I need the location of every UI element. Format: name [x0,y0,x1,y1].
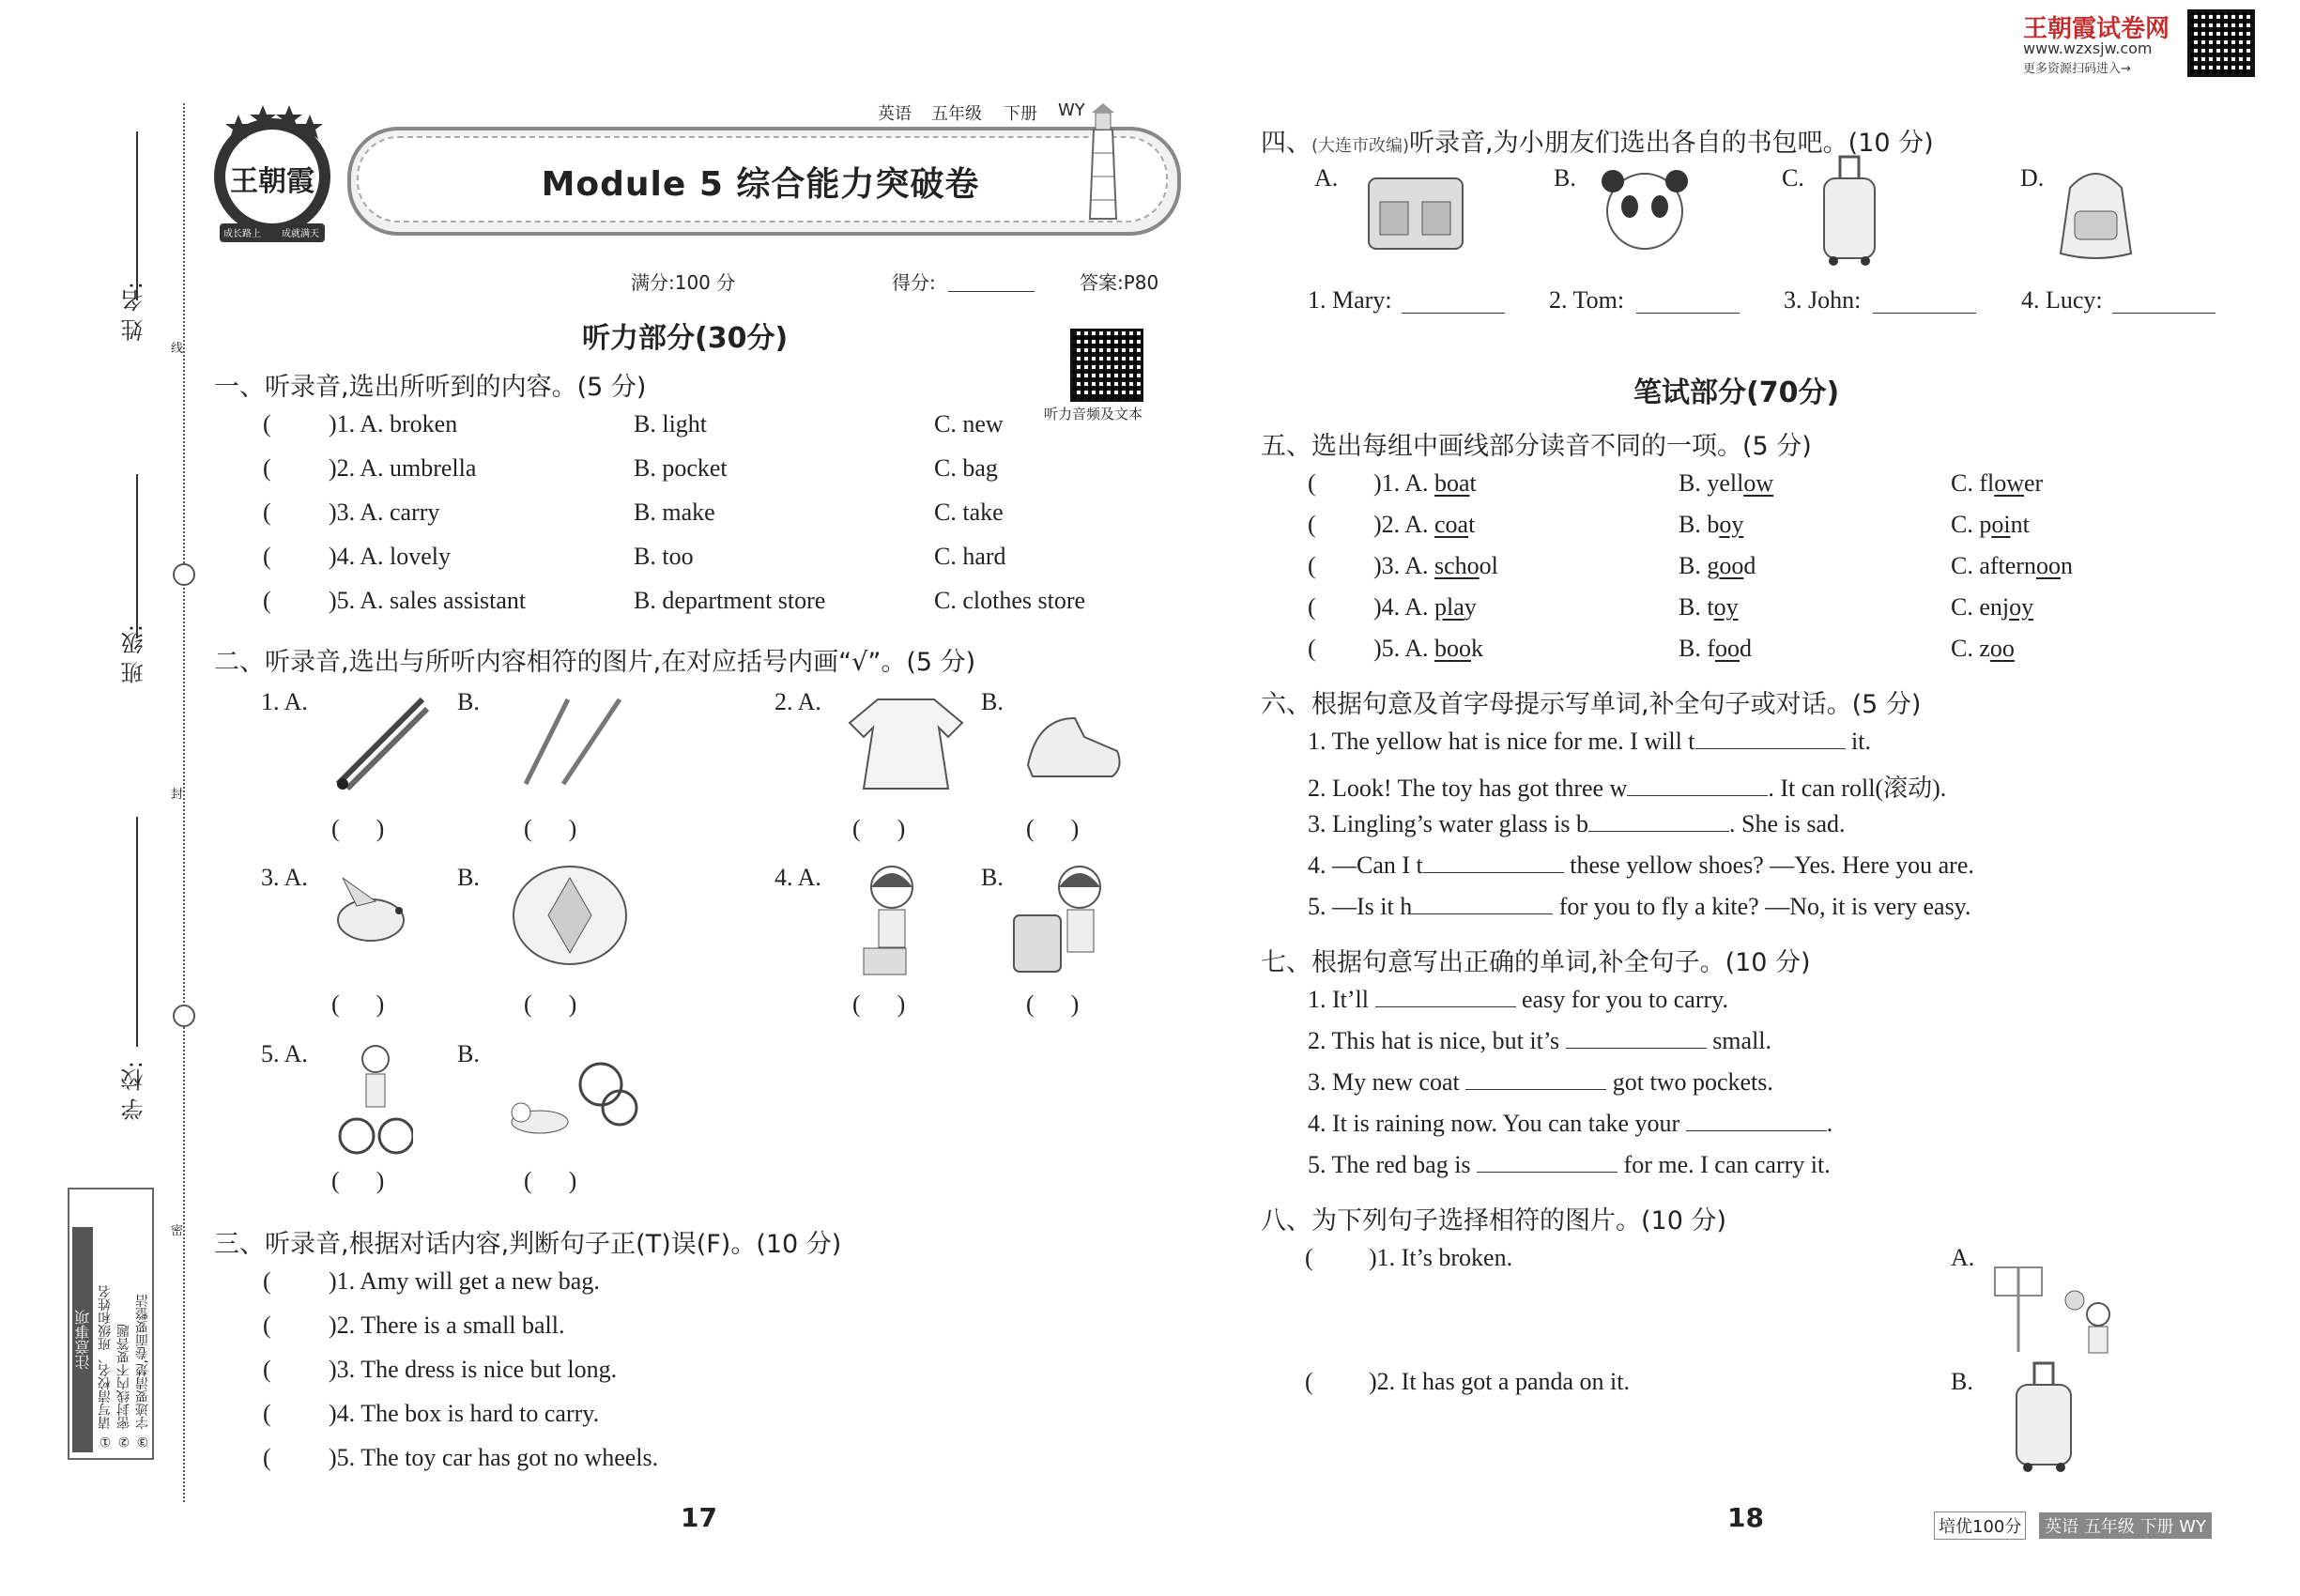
class-field[interactable] [136,474,138,638]
broken-pencils-picture [516,690,638,793]
answer-bracket[interactable]: ( ) [331,990,385,1018]
s4-answer-field[interactable] [1402,313,1505,314]
site-qr-code[interactable] [2187,9,2255,77]
list-item: ( )4. The box is hard to carry. [263,1400,600,1427]
s4-option: A. [1314,164,1339,192]
s4-title-rest: 听录音,为小朋友们选出各自的书包吧。(10 分) [1409,129,1934,158]
bird-picture [319,868,422,953]
audio-qr-code[interactable] [1070,329,1143,402]
brand-name: 王朝霞 [230,165,314,198]
backpack-picture-d [2051,160,2140,263]
term-tag: 下册 [1004,104,1037,124]
s4-name-lucy: 4. Lucy: [2021,286,2103,314]
fill-blank[interactable] [1566,1027,1707,1049]
fill-blank[interactable] [1477,1151,1618,1173]
brand-slogan-2: 成就满天 [282,229,319,239]
note-1: ① 请写清校名、班级和姓名 [98,1284,113,1449]
audio-qr-caption: 听力音频及文本 [1044,406,1143,422]
page-number-right: 18 [1727,1502,1764,1533]
list-item: ( )1. Amy will get a new bag. [263,1267,600,1295]
page-number-left: 17 [681,1502,717,1533]
s5-items [1308,469,2209,676]
answer-bracket[interactable]: ( ) [524,815,577,842]
note-3: ③ 字迹要清楚,卷面要整洁 [135,1294,150,1449]
list-item: 4. It is raining now. You can take your . [1308,1110,1833,1137]
full-score: 满分:100 分 [631,271,736,294]
list-item: ( )2. There is a small ball. [263,1312,565,1339]
kite-picture [507,859,634,976]
list-item: 2. This hat is nice, but it’s small. [1308,1027,1772,1054]
seal-mark-3: 密 [171,1220,183,1238]
s4-title: 四、 [1261,129,1311,158]
answer-bracket[interactable]: ( ) [331,815,385,842]
list-item: ( )2. A. umbrella B. pocket C. bag [263,454,998,482]
s2-label: 1. A. [261,688,308,715]
fill-blank[interactable] [1375,986,1516,1007]
class-label: 班 级: [121,624,147,684]
footer-info: 英语 五年级 下册 WY [2039,1512,2212,1539]
list-item: 5. The red bag is for me. I can carry it. [1308,1151,1831,1178]
site-note: 更多资源扫码进入→ [2023,62,2131,76]
s2-label: 3. A. [261,864,308,891]
girl-with-bag-picture [845,859,948,981]
s8-option-b: B. [1951,1368,1973,1395]
boy-basketball-picture [1990,1263,2122,1357]
seal-line [183,103,185,1502]
s6-items [1308,728,2246,934]
s2-label: 5. A. [261,1040,308,1067]
answer-ref: 答案:P80 [1080,271,1159,294]
list-item: 1. It’ll easy for you to carry. [1308,986,1728,1013]
shoe-picture [1019,699,1127,789]
s2-label: B. [457,864,480,891]
list-item: ( )3. A. carry B. make C. take [263,499,1004,526]
list-item: 3. Lingling’s water glass is b . She is sad. [1308,810,1846,837]
fill-blank[interactable] [1465,1068,1606,1090]
answer-bracket[interactable]: ( ) [1026,990,1080,1018]
list-item: 5. —Is it h for you to fly a kite? —No, it is very easy. [1308,893,1971,920]
fill-blank[interactable] [1423,852,1564,873]
answer-bracket[interactable]: ( ) [331,1167,385,1194]
s3-items [263,1267,1108,1488]
s4-title-row [1261,122,1934,159]
answer-bracket[interactable]: ( ) [852,990,906,1018]
writing-heading: 笔试部分(70分) [1633,376,1840,409]
s4-option: C. [1782,164,1804,192]
brand-slogan-1: 成长路上 [223,229,261,239]
girl-with-suitcase-picture [1009,859,1122,981]
answer-bracket[interactable]: ( ) [524,1167,577,1194]
note-2: ② 密封线内不要答题 [116,1324,131,1449]
site-url: www.wzxsjw.com [2023,39,2153,57]
s2-label: B. [981,688,1004,715]
site-name: 王朝霞试卷网 [2023,15,2170,43]
edition-tag: WY [1058,100,1085,120]
fill-blank[interactable] [1695,728,1846,749]
list-item: ( )3. The dress is nice but long. [263,1356,618,1383]
s2-label: B. [457,688,480,715]
listening-heading: 听力部分(30分) [582,322,789,355]
broken-bike-picture [502,1051,643,1145]
answer-bracket[interactable]: ( ) [852,815,906,842]
answer-bracket[interactable]: ( ) [524,990,577,1018]
notes-box [68,1188,154,1460]
list-item: ( )4. A. play B. toy C. enjoy [1308,593,2034,621]
list-item: 1. The yellow hat is nice for me. I will t it. [1308,728,1871,755]
school-label: 学 校: [121,1061,147,1121]
s4-name-tom: 2. Tom: [1549,286,1625,314]
exam-title: Module 5 综合能力突破卷 [541,165,980,204]
fill-blank[interactable] [1412,893,1553,914]
list-item: 3. My new coat got two pockets. [1308,1068,1773,1096]
school-bag-picture-a [1361,164,1469,253]
brand-logo [207,103,338,244]
lighthouse-icon [1084,101,1122,223]
s4-name-mary: 1. Mary: [1308,286,1392,314]
s6-title: 六、根据句意及首字母提示写单词,补全句子或对话。(5 分) [1261,690,1922,719]
list-item: 2. Look! The toy has got three w . It can roll(滚动). [1308,775,1947,802]
s1-items [263,410,1127,631]
s8-item-2: )2. It has got a panda on it. [1369,1368,1630,1395]
school-field[interactable] [136,817,138,1047]
s4-answer-field[interactable] [2112,313,2216,314]
fill-blank[interactable] [1588,810,1729,832]
list-item: ( )5. A. book B. food C. zoo [1308,635,2015,662]
s8-item-1: )1. It’s broken. [1369,1244,1513,1271]
s7-items [1308,986,2246,1192]
seal-mark-1: 线 [171,338,183,356]
boy-riding-bike-picture [338,1042,413,1159]
s4-option: B. [1554,164,1576,192]
s7-title: 七、根据句意写出正确的单词,补全句子。(10 分) [1261,948,1811,977]
s8-title: 八、为下列句子选择相符的图片。(10 分) [1261,1206,1727,1235]
trolley-bag-picture-c [1817,155,1882,268]
binding-hole [173,1005,195,1027]
score-field[interactable] [948,291,1035,292]
s4-option: D. [2020,164,2045,192]
s4-answer-field[interactable] [1873,313,1976,314]
s2-label: B. [981,864,1004,891]
name-label: 姓 名: [121,282,147,342]
panda-bag-picture-b [1596,164,1694,253]
list-item: ( )1. A. boat B. yellow C. flower [1308,469,2044,497]
list-item: ( )5. The toy car has got no wheels. [263,1444,659,1471]
s3-title: 三、听录音,根据对话内容,判断句子正(T)误(F)。(10 分) [214,1230,842,1259]
dress-picture [840,695,972,793]
score-label: 得分: [892,271,936,294]
s2-label: 2. A. [774,688,821,715]
trolley-bag-picture [2009,1361,2079,1474]
s1-title: 一、听录音,选出所听到的内容。(5 分) [214,373,647,402]
seal-mark-2: 封 [171,784,183,802]
list-item: 4. —Can I t these yellow shoes? —Yes. Here you are. [1308,852,1974,879]
s4-source: (大连市改编) [1311,136,1410,156]
binding-hole [173,563,195,586]
fill-blank[interactable] [1627,775,1768,796]
s2-label: 4. A. [774,864,821,891]
s5-title: 五、选出每组中画线部分读音不同的一项。(5 分) [1261,432,1812,461]
answer-bracket[interactable]: ( ) [1026,815,1080,842]
s2-title: 二、听录音,选出与所听内容相符的图片,在对应括号内画“√”。(5 分) [214,648,976,677]
notes-title: 注意事项 [72,1227,93,1452]
list-item: ( )5. A. sales assistant B. department store C. clothes store [263,587,1086,614]
list-item: ( )4. A. lovely B. too C. hard [263,543,1006,570]
list-item: ( )3. A. school B. good C. afternoon [1308,552,2073,579]
answer-paren: ( [1305,1368,1313,1395]
answer-paren: ( [1305,1244,1313,1271]
list-item: ( )2. A. coat B. boy C. point [1308,511,2030,538]
subject-tag: 英语 [878,104,912,124]
grade-tag: 五年级 [931,104,982,124]
s4-answer-field[interactable] [1636,313,1740,314]
series-label: 培优100分 [1934,1512,2026,1540]
s4-name-john: 3. John: [1784,286,1862,314]
s8-option-a: A. [1951,1244,1975,1271]
name-field[interactable] [136,131,138,300]
s2-label: B. [457,1040,480,1067]
list-item: ( )1. A. broken B. light C. new [263,410,1004,437]
fill-blank[interactable] [1686,1110,1827,1131]
pencils-picture [329,690,432,793]
